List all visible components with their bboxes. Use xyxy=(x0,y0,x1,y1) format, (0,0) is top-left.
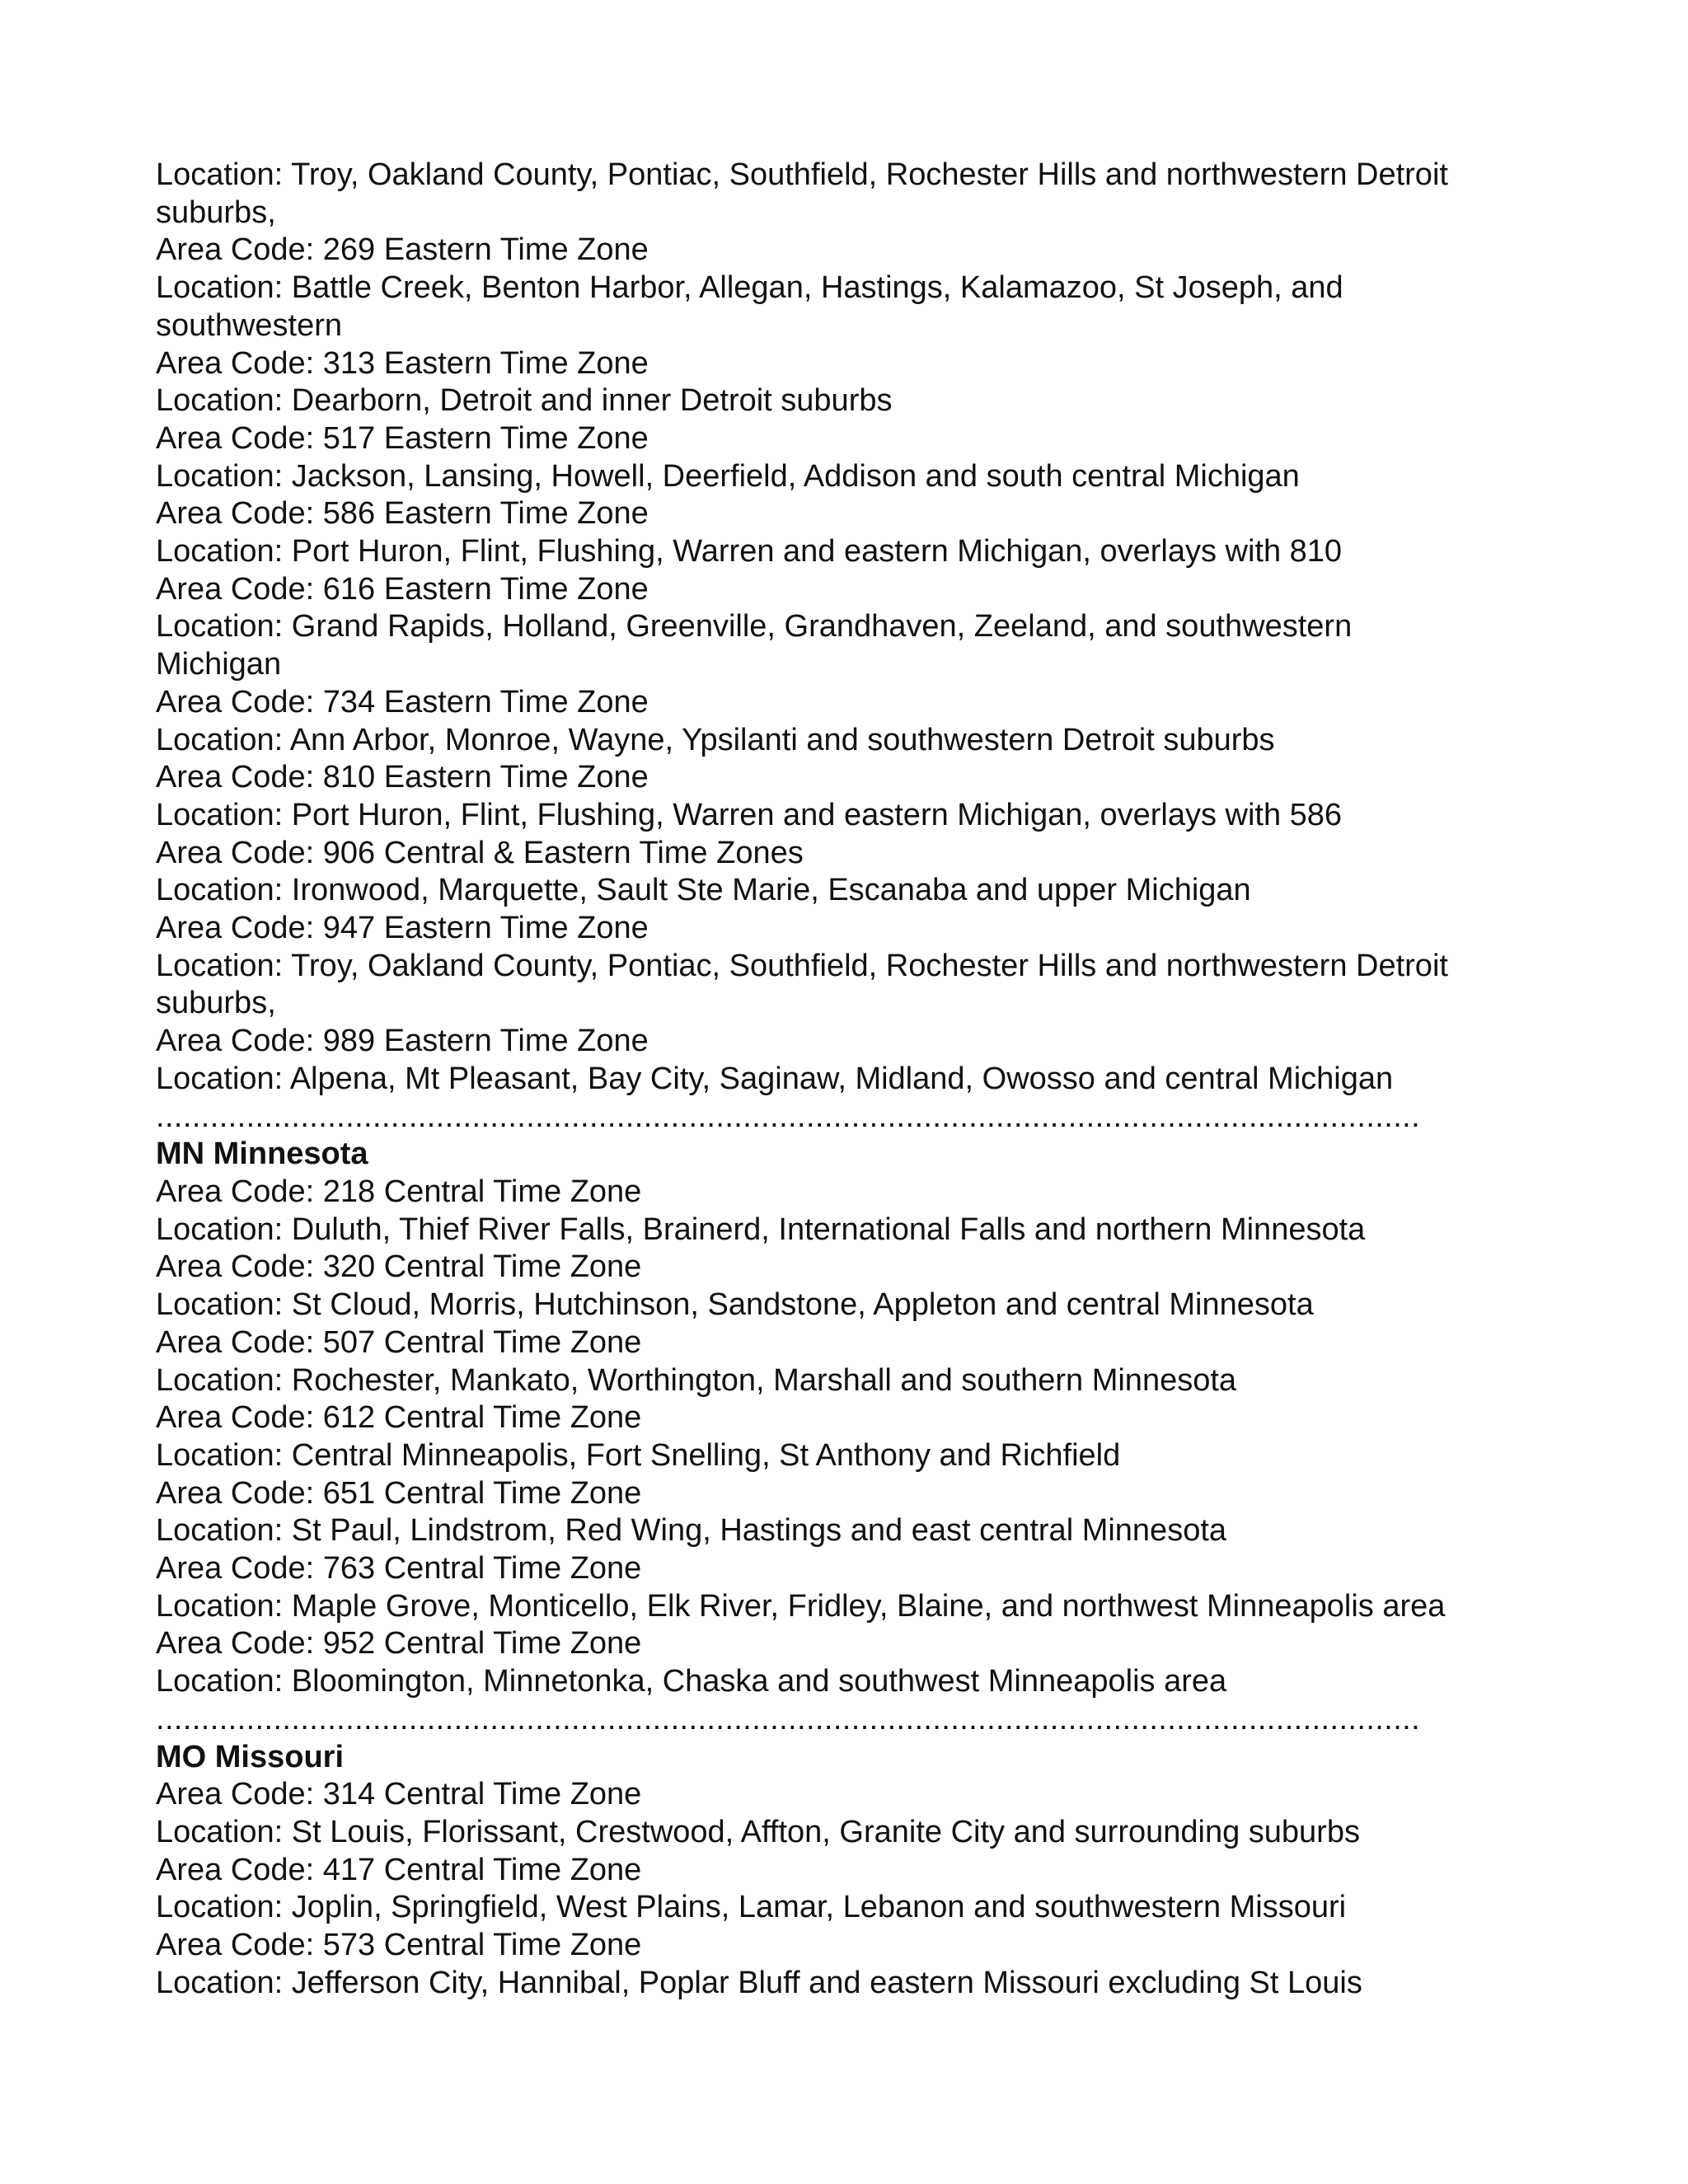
area-code-line: Area Code: 586 Eastern Time Zone xyxy=(156,496,649,532)
location-line: Location: Port Huron, Flint, Flushing, Warren and eastern Michigan, overlays with 810 xyxy=(156,534,1343,569)
area-code-line: Area Code: 612 Central Time Zone xyxy=(156,1400,642,1436)
location-line: Location: Port Huron, Flint, Flushing, Warren and eastern Michigan, overlays with 586 xyxy=(156,797,1343,832)
area-code-line: Area Code: 947 Eastern Time Zone xyxy=(156,911,649,946)
location-line: Location: Battle Creek, Benton Harbor, Allegan, Hastings, Kalamazoo, St Joseph, and xyxy=(156,270,1343,306)
location-line: suburbs, xyxy=(156,194,276,230)
location-line: suburbs, xyxy=(156,986,276,1021)
location-line: Location: Ironwood, Marquette, Sault Ste Marie, Escanaba and upper Michigan xyxy=(156,873,1251,908)
document-page xyxy=(156,157,1540,2002)
location-line: Location: St Paul, Lindstrom, Red Wing, Hastings and east central Minnesota xyxy=(156,1513,1227,1549)
area-code-line: Area Code: 573 Central Time Zone xyxy=(156,1928,642,1963)
area-code-line: Area Code: 218 Central Time Zone xyxy=(156,1174,642,1209)
section-heading: MO Missouri xyxy=(156,1739,345,1774)
location-line: Michigan xyxy=(156,647,282,682)
location-line: Location: Jefferson City, Hannibal, Poplar Bluff and eastern Missouri excluding St Louis xyxy=(156,1965,1362,2000)
area-code-line: Area Code: 906 Central & Eastern Time Zones xyxy=(156,835,804,870)
location-line: Location: Grand Rapids, Holland, Greenville, Grandhaven, Zeeland, and southwestern xyxy=(156,609,1353,644)
area-code-line: Area Code: 651 Central Time Zone xyxy=(156,1475,642,1511)
section-divider: ............................................................................................................................................ xyxy=(156,1099,1421,1134)
location-line: Location: Bloomington, Minnetonka, Chaska and southwest Minneapolis area xyxy=(156,1664,1227,1699)
location-line: Location: St Louis, Florissant, Crestwood, Affton, Granite City and surrounding suburbs xyxy=(156,1814,1360,1849)
area-code-line: Area Code: 517 Eastern Time Zone xyxy=(156,420,649,456)
area-code-line: Area Code: 616 Eastern Time Zone xyxy=(156,571,649,607)
area-code-line: Area Code: 417 Central Time Zone xyxy=(156,1852,642,1887)
location-line: Location: Dearborn, Detroit and inner Detroit suburbs xyxy=(156,383,893,419)
location-line: Location: Troy, Oakland County, Pontiac, Southfield, Rochester Hills and northwestern Detroit xyxy=(156,157,1448,192)
area-code-line: Area Code: 507 Central Time Zone xyxy=(156,1324,642,1360)
location-line: Location: Troy, Oakland County, Pontiac, Southfield, Rochester Hills and northwestern Detroit xyxy=(156,948,1448,983)
location-line: Location: Ann Arbor, Monroe, Wayne, Ypsilanti and southwestern Detroit suburbs xyxy=(156,722,1275,757)
area-code-line: Area Code: 763 Central Time Zone xyxy=(156,1551,642,1586)
location-line: Location: Maple Grove, Monticello, Elk River, Fridley, Blaine, and northwest Minneapolis area xyxy=(156,1588,1446,1624)
area-code-line: Area Code: 952 Central Time Zone xyxy=(156,1626,642,1661)
location-line: Location: Rochester, Mankato, Worthington, Marshall and southern Minnesota xyxy=(156,1362,1237,1398)
area-code-line: Area Code: 269 Eastern Time Zone xyxy=(156,232,649,268)
area-code-line: Area Code: 314 Central Time Zone xyxy=(156,1777,642,1812)
location-line: southwestern xyxy=(156,307,343,343)
section-heading: MN Minnesota xyxy=(156,1137,368,1172)
location-line: Location: Alpena, Mt Pleasant, Bay City, Saginaw, Midland, Owosso and central Michigan xyxy=(156,1061,1394,1096)
location-line: Location: Duluth, Thief River Falls, Brainerd, International Falls and northern Minnesota xyxy=(156,1212,1366,1247)
location-line: Location: St Cloud, Morris, Hutchinson, Sandstone, Appleton and central Minnesota xyxy=(156,1287,1314,1323)
area-code-line: Area Code: 734 Eastern Time Zone xyxy=(156,684,649,719)
location-line: Location: Jackson, Lansing, Howell, Deerfield, Addison and south central Michigan xyxy=(156,458,1300,494)
area-code-line: Area Code: 313 Eastern Time Zone xyxy=(156,345,649,381)
location-line: Location: Joplin, Springfield, West Plains, Lamar, Lebanon and southwestern Missouri xyxy=(156,1890,1347,1925)
area-code-line: Area Code: 989 Eastern Time Zone xyxy=(156,1024,649,1059)
section-divider: ............................................................................................................................................ xyxy=(156,1701,1421,1736)
area-code-line: Area Code: 320 Central Time Zone xyxy=(156,1249,642,1285)
area-code-line: Area Code: 810 Eastern Time Zone xyxy=(156,760,649,795)
location-line: Location: Central Minneapolis, Fort Snelling, St Anthony and Richfield xyxy=(156,1437,1121,1473)
